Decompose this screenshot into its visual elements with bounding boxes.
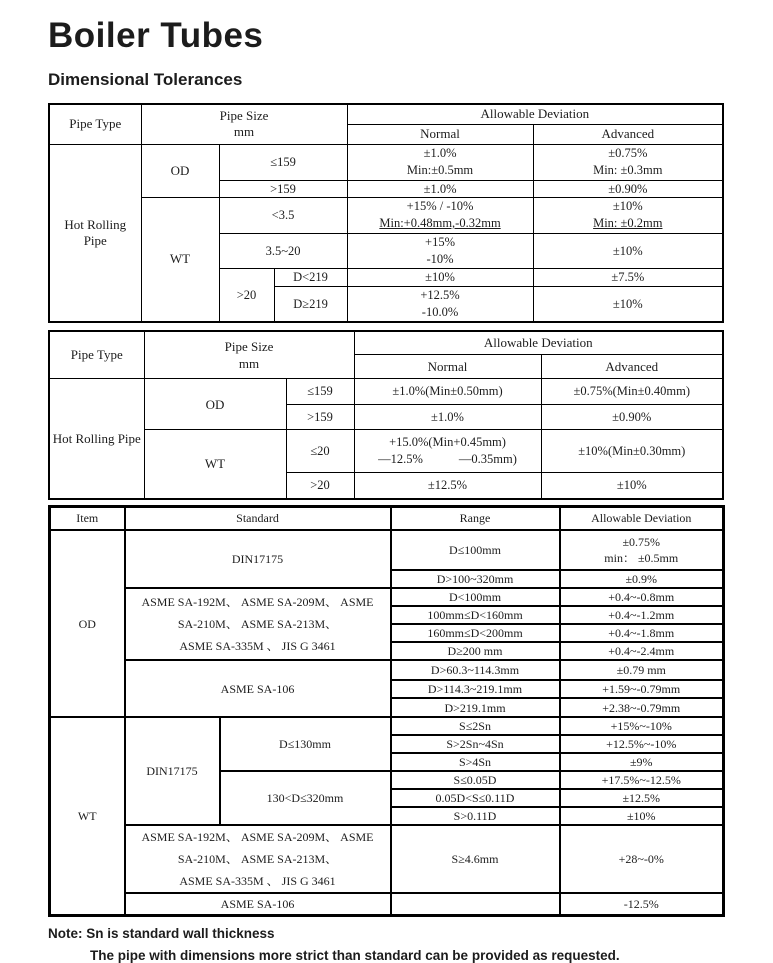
table-row bbox=[49, 104, 723, 124]
value-line: -10% bbox=[426, 251, 454, 266]
od-label-cell: OD bbox=[141, 144, 219, 197]
note-line-1: Note: Sn is standard wall thickness bbox=[48, 925, 275, 941]
range-cell: D<100mm bbox=[391, 588, 560, 606]
deviation-cell: +0.4~-2.4mm bbox=[560, 642, 724, 660]
sub-size-cell: D<219 bbox=[274, 268, 347, 286]
pipe-size-header bbox=[144, 331, 354, 379]
wt-label-cell: WT bbox=[50, 717, 125, 915]
advanced-value-cell bbox=[533, 144, 723, 180]
range-cell: D≤100mm bbox=[391, 530, 560, 570]
normal-value-cell: ±1.0%(Min±0.50mm) bbox=[354, 379, 541, 405]
size-cell: >20 bbox=[219, 268, 274, 322]
size-cell: >159 bbox=[286, 405, 354, 430]
advanced-value-cell: ±10% bbox=[541, 473, 723, 499]
value-fragment: —12.5% bbox=[378, 452, 423, 466]
table-row bbox=[49, 430, 723, 473]
deviation-cell bbox=[560, 530, 724, 570]
range-cell: S≤0.05D bbox=[391, 771, 560, 789]
table-row bbox=[50, 588, 724, 606]
pipe-size-label: Pipe Size bbox=[219, 108, 269, 124]
advanced-value-cell: ±0.90% bbox=[541, 405, 723, 430]
standard-cell: ASME SA-106 bbox=[125, 893, 391, 915]
od-label-cell: OD bbox=[144, 379, 286, 430]
value-line bbox=[357, 451, 539, 468]
page-subtitle: Dimensional Tolerances bbox=[48, 70, 243, 89]
size-cell: >159 bbox=[219, 180, 347, 197]
pipe-size-header bbox=[141, 104, 347, 144]
table-row bbox=[49, 379, 723, 405]
value-line: ±1.0% bbox=[423, 146, 457, 160]
value-line: ±10% bbox=[612, 199, 643, 213]
table-row bbox=[49, 331, 723, 355]
deviation-cell: +0.4~-0.8mm bbox=[560, 588, 724, 606]
value-line: Min: ±0.2mm bbox=[593, 216, 663, 230]
table-row bbox=[50, 717, 724, 735]
normal-header: Normal bbox=[347, 124, 533, 144]
pipe-size-unit: mm bbox=[233, 124, 255, 140]
sub-size-cell: D≥219 bbox=[274, 286, 347, 322]
value-line: Min:+0.48mm,-0.32mm bbox=[379, 216, 501, 230]
advanced-value-cell: ±10%(Min±0.30mm) bbox=[541, 430, 723, 473]
sub-range-cell: D≤130mm bbox=[220, 717, 391, 771]
standard-cell: DIN17175 bbox=[125, 717, 220, 825]
note bbox=[48, 926, 726, 963]
value-line: ±0.75% bbox=[608, 146, 648, 160]
normal-value-cell: ±1.0% bbox=[347, 180, 533, 197]
size-cell: <3.5 bbox=[219, 197, 347, 233]
normal-value-cell: ±1.0% bbox=[354, 405, 541, 430]
advanced-value-cell: ±7.5% bbox=[533, 268, 723, 286]
advanced-value-cell: ±0.90% bbox=[533, 180, 723, 197]
value-fragment: —0.35mm) bbox=[458, 452, 517, 466]
allowable-deviation-header: Allowable Deviation bbox=[560, 506, 724, 530]
value-line: +12.5% bbox=[420, 287, 460, 302]
standard-line: SA-210M、 ASME SA-213M、 bbox=[177, 617, 338, 631]
standard-cell: ASME SA-106 bbox=[125, 660, 391, 717]
standard-cell: DIN17175 bbox=[125, 530, 391, 588]
deviation-cell: -12.5% bbox=[560, 893, 724, 915]
normal-value-cell: ±10% bbox=[347, 268, 533, 286]
table-row bbox=[50, 825, 724, 893]
standard-header: Standard bbox=[125, 506, 391, 530]
range-cell: D≥200 mm bbox=[391, 642, 560, 660]
size-cell: >20 bbox=[286, 473, 354, 499]
normal-value-cell bbox=[347, 286, 533, 322]
range-cell: D>60.3~114.3mm bbox=[391, 660, 560, 680]
range-cell: S≤2Sn bbox=[391, 717, 560, 735]
table-row bbox=[50, 893, 724, 915]
pipe-type-header: Pipe Type bbox=[49, 104, 141, 144]
deviation-cell: +12.5%~-10% bbox=[560, 735, 724, 753]
value-line: min： ±0.5mm bbox=[604, 551, 679, 565]
range-cell: 0.05D<S≤0.11D bbox=[391, 789, 560, 807]
range-cell: 100mm≤D<160mm bbox=[391, 606, 560, 624]
value-line: -10.0% bbox=[421, 304, 459, 319]
wt-label-cell: WT bbox=[141, 197, 219, 322]
table-row bbox=[50, 506, 724, 530]
range-cell: D>219.1mm bbox=[391, 698, 560, 717]
note-line-2: The pipe with dimensions more strict than standard can be provided as requested. bbox=[90, 947, 620, 963]
deviation-cell: +0.4~-1.2mm bbox=[560, 606, 724, 624]
advanced-header: Advanced bbox=[533, 124, 723, 144]
value-line: +15.0%(Min+0.45mm) bbox=[389, 435, 506, 449]
standard-cell bbox=[125, 825, 391, 893]
pipe-type-cell: Hot Rolling Pipe bbox=[49, 379, 144, 499]
deviation-cell: +2.38~-0.79mm bbox=[560, 698, 724, 717]
wt-label-cell: WT bbox=[144, 430, 286, 499]
size-cell: ≤159 bbox=[286, 379, 354, 405]
advanced-value-cell: ±10% bbox=[533, 286, 723, 322]
deviation-cell: ±12.5% bbox=[560, 789, 724, 807]
deviation-cell: ±9% bbox=[560, 753, 724, 771]
normal-value-cell bbox=[347, 233, 533, 268]
table-row bbox=[49, 197, 723, 233]
range-cell: S>4Sn bbox=[391, 753, 560, 771]
pipe-size-unit: mm bbox=[238, 355, 260, 371]
standard-line: ASME SA-335M 、 JIS G 3461 bbox=[179, 639, 336, 653]
table-row bbox=[49, 144, 723, 180]
od-label-cell: OD bbox=[50, 530, 125, 717]
range-cell: D>114.3~219.1mm bbox=[391, 680, 560, 698]
range-cell: S>2Sn~4Sn bbox=[391, 735, 560, 753]
range-cell: S>0.11D bbox=[391, 807, 560, 825]
value-line: Min: ±0.3mm bbox=[593, 163, 663, 177]
deviation-cell: +0.4~-1.8mm bbox=[560, 624, 724, 642]
tolerance-table-2 bbox=[48, 330, 724, 500]
sub-range-cell: 130<D≤320mm bbox=[220, 771, 391, 825]
range-header: Range bbox=[391, 506, 560, 530]
table-row bbox=[50, 530, 724, 570]
page-title: Boiler Tubes bbox=[48, 16, 264, 55]
deviation-cell: +1.59~-0.79mm bbox=[560, 680, 724, 698]
deviation-cell: +15%~-10% bbox=[560, 717, 724, 735]
item-header: Item bbox=[50, 506, 125, 530]
normal-header: Normal bbox=[354, 355, 541, 379]
value-line: +15% bbox=[425, 234, 456, 249]
value-line: +15% / -10% bbox=[406, 199, 474, 213]
range-cell: D>100~320mm bbox=[391, 570, 560, 588]
standard-line: ASME SA-335M 、 JIS G 3461 bbox=[179, 874, 336, 888]
range-cell: 160mm≤D<200mm bbox=[391, 624, 560, 642]
tolerance-table-3 bbox=[48, 505, 725, 917]
range-cell bbox=[391, 893, 560, 915]
allowable-deviation-header: Allowable Deviation bbox=[347, 104, 723, 124]
pipe-type-header: Pipe Type bbox=[49, 331, 144, 379]
value-line: ±0.75% bbox=[622, 535, 661, 549]
value-line: Min:±0.5mm bbox=[406, 163, 474, 177]
table-row bbox=[50, 660, 724, 680]
normal-value-cell bbox=[347, 197, 533, 233]
normal-value-cell bbox=[354, 430, 541, 473]
advanced-header: Advanced bbox=[541, 355, 723, 379]
standard-cell bbox=[125, 588, 391, 660]
deviation-cell: +17.5%~-12.5% bbox=[560, 771, 724, 789]
size-cell: ≤159 bbox=[219, 144, 347, 180]
range-cell: S≥4.6mm bbox=[391, 825, 560, 893]
advanced-value-cell bbox=[533, 197, 723, 233]
deviation-cell: ±10% bbox=[560, 807, 724, 825]
size-cell: 3.5~20 bbox=[219, 233, 347, 268]
deviation-cell: ±0.79 mm bbox=[560, 660, 724, 680]
normal-value-cell: ±12.5% bbox=[354, 473, 541, 499]
advanced-value-cell: ±0.75%(Min±0.40mm) bbox=[541, 379, 723, 405]
advanced-value-cell: ±10% bbox=[533, 233, 723, 268]
size-cell: ≤20 bbox=[286, 430, 354, 473]
standard-line: ASME SA-192M、 ASME SA-209M、 ASME bbox=[141, 830, 374, 844]
standard-line: ASME SA-192M、 ASME SA-209M、 ASME bbox=[141, 595, 374, 609]
allowable-deviation-header: Allowable Deviation bbox=[354, 331, 723, 355]
pipe-size-label: Pipe Size bbox=[224, 338, 274, 354]
normal-value-cell bbox=[347, 144, 533, 180]
deviation-cell: ±0.9% bbox=[560, 570, 724, 588]
pipe-type-cell: Hot Rolling Pipe bbox=[49, 144, 141, 322]
deviation-cell: +28~-0% bbox=[560, 825, 724, 893]
standard-line: SA-210M、 ASME SA-213M、 bbox=[177, 852, 338, 866]
tolerance-table-1 bbox=[48, 103, 724, 323]
